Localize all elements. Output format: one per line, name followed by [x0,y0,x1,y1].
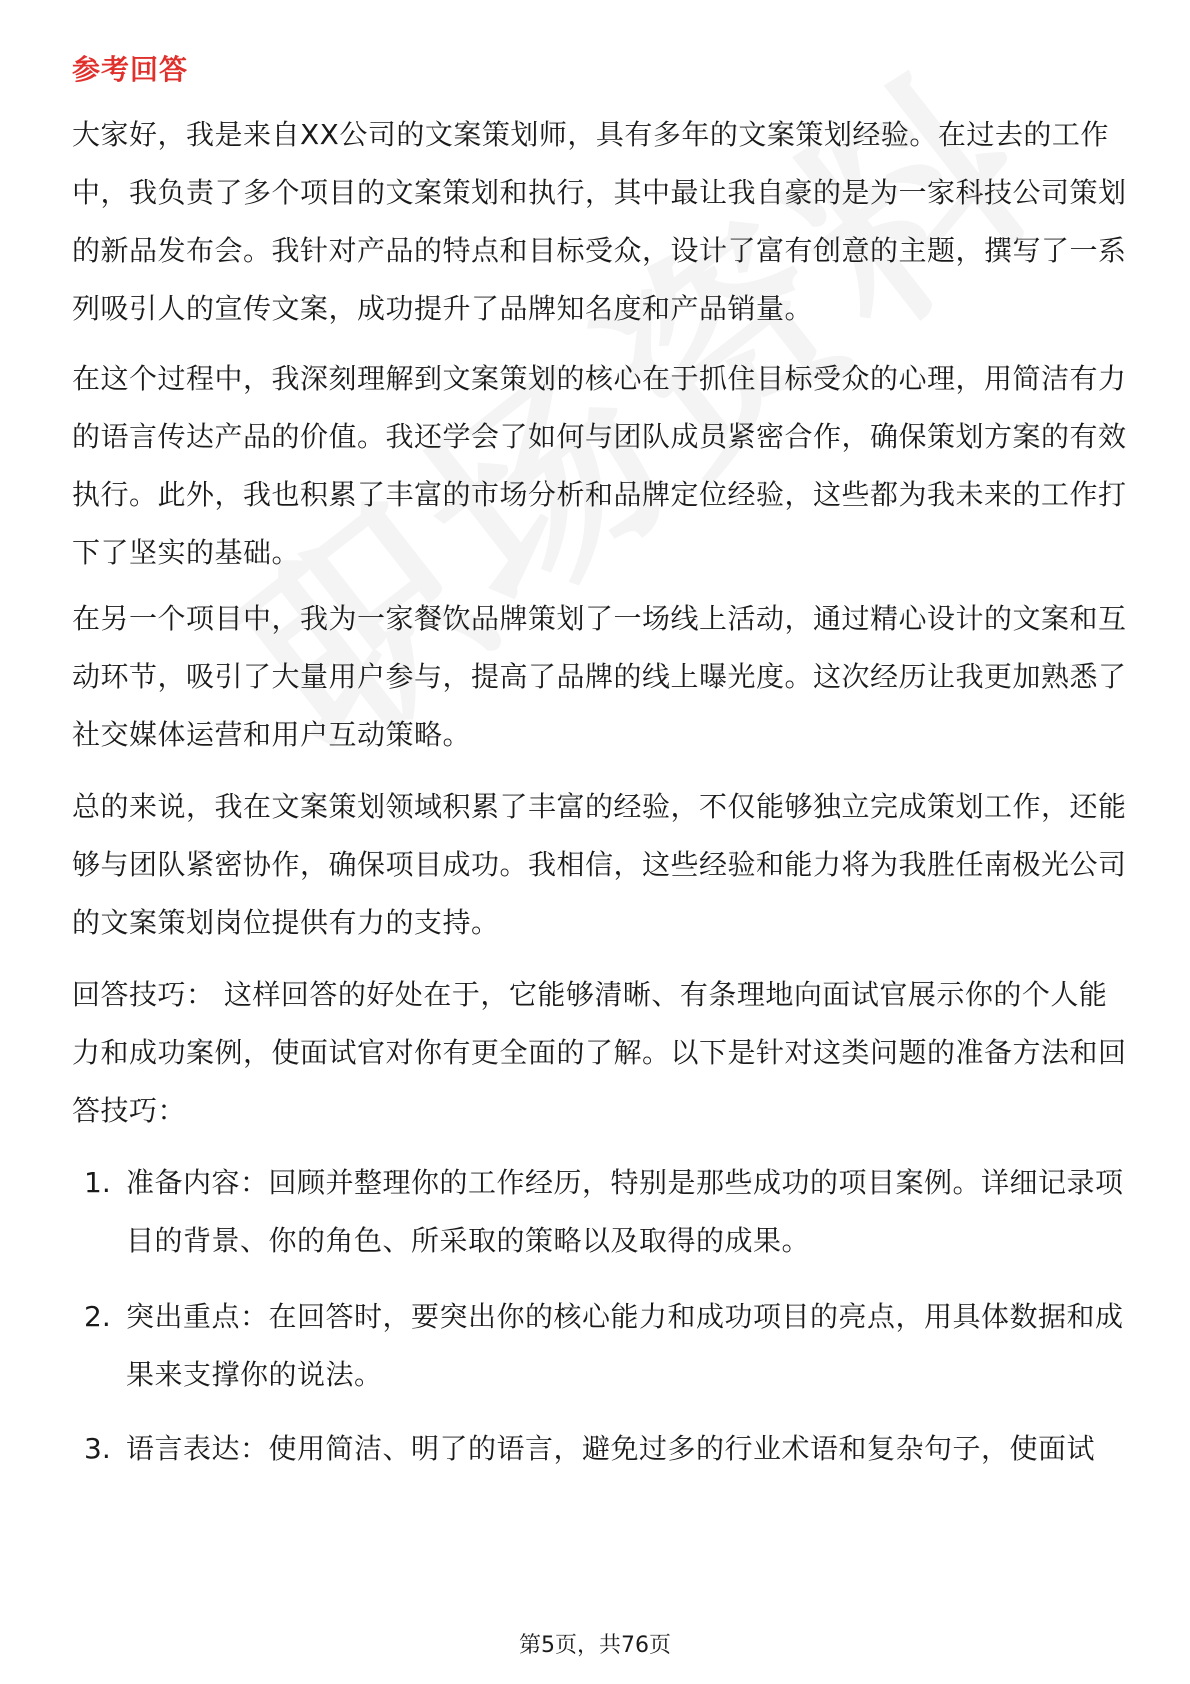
paragraph-4: 总的来说，我在文案策划领域积累了丰富的经验，不仅能够独立完成策划工作，还能够与团队紧密协作，确保项目成功。我相信，这些经验和能力将为我胜任南极光公司的文案策划岗位提供有力的支持。 [72,790,1127,939]
list-text: 语言表达：使用简洁、明了的语言，避免过多的行业术语和复杂句子，使面试 [126,1432,1096,1465]
paragraph-2: 在这个过程中，我深刻理解到文案策划的核心在于抓住目标受众的心理，用简洁有力的语言传达产品的价值。我还学会了如何与团队成员紧密合作，确保策划方案的有效执行。此外，我也积累了丰富的市场分析和品牌定位经验，这些都为我未来的工作打下了坚实的基础。 [72,362,1127,569]
list-number: 1. [84,1166,111,1199]
paragraph-1: 大家好，我是来自XX公司的文案策划师，具有多年的文案策划经验。在过去的工作中，我负责了多个项目的文案策划和执行，其中最让我自豪的是为一家科技公司策划的新品发布会。我针对产品的特点和目标受众，设计了富有创意的主题，撰写了一系列吸引人的宣传文案，成功提升了品牌知名度和产品销量。 [72,118,1127,325]
list-text: 准备内容：回顾并整理你的工作经历，特别是那些成功的项目案例。详细记录项目的背景、你的角色、所采取的策略以及取得的成果。 [126,1166,1124,1257]
list-number: 2. [84,1300,111,1333]
list-item [84,1154,1124,1270]
paragraph-3: 在另一个项目中，我为一家餐饮品牌策划了一场线上活动，通过精心设计的文案和互动环节，吸引了大量用户参与，提高了品牌的线上曝光度。这次经历让我更加熟悉了社交媒体运营和用户互动策略。 [72,602,1127,751]
tips-paragraph: 回答技巧： 这样回答的好处在于，它能够清晰、有条理地向面试官展示你的个人能力和成功案例，使面试官对你有更全面的了解。以下是针对这类问题的准备方法和回答技巧： [72,978,1127,1127]
section-heading: 参考回答 [72,53,189,86]
list-item [84,1288,1124,1404]
list-item [84,1420,1124,1478]
list-text: 突出重点：在回答时，要突出你的核心能力和成功项目的亮点，用具体数据和成果来支撑你的说法。 [126,1300,1124,1391]
page-footer: 第5页，共76页 [519,1633,671,1658]
list-number: 3. [84,1432,111,1465]
